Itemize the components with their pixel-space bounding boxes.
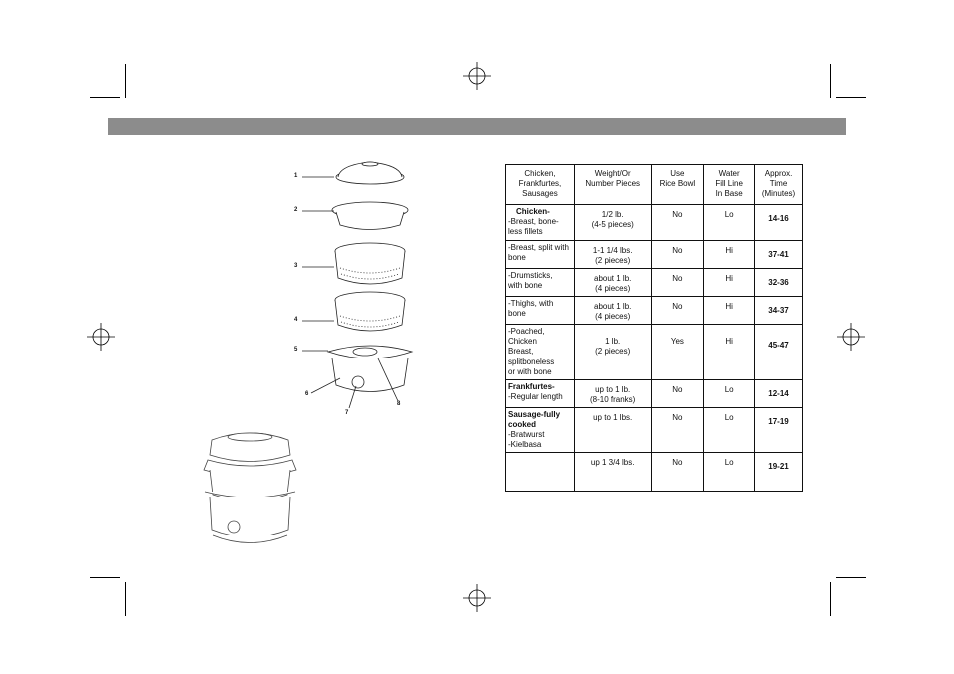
weight-cell: up to 1 lbs.	[574, 408, 651, 453]
callout-2: 2	[294, 207, 298, 213]
water-fill-cell: Hi	[704, 325, 755, 380]
callout-3: 3	[294, 263, 298, 269]
time-cell: 14-16	[755, 205, 803, 241]
time-cell: 32-36	[755, 269, 803, 297]
callout-4: 4	[294, 317, 298, 323]
weight-cell: 1-1 1/4 lbs. (2 pieces)	[574, 241, 651, 269]
food-item: -Breast, bone- less fillets	[508, 217, 559, 236]
table-row	[506, 408, 803, 453]
steam-basket-icon	[335, 292, 405, 331]
callout-7: 7	[345, 410, 349, 416]
weight-cell: about 1 lb. (4 pieces)	[574, 297, 651, 325]
food-item: -Thighs, with bone	[508, 299, 554, 318]
rice-bowl-cell: Yes	[651, 325, 704, 380]
food-cell	[506, 453, 575, 492]
rice-bowl-cell: No	[651, 453, 704, 492]
food-cell	[506, 269, 575, 297]
food-item: -Breast, split with bone	[508, 243, 569, 262]
weight-cell: about 1 lb. (4 pieces)	[574, 269, 651, 297]
steamer-base-icon	[328, 346, 412, 392]
table-row	[506, 297, 803, 325]
food-item: -Regular length	[508, 392, 563, 401]
food-item: -Drumsticks, with bone	[508, 271, 553, 290]
water-fill-cell: Hi	[704, 241, 755, 269]
weight-cell: up to 1 lb. (8-10 franks)	[574, 380, 651, 408]
column-header: Chicken, Frankfurtes, Sausages	[506, 165, 575, 205]
column-header: Approx. Time (Minutes)	[755, 165, 803, 205]
time-cell: 19-21	[755, 453, 803, 492]
column-header: Water Fill Line In Base	[704, 165, 755, 205]
column-header: Use Rice Bowl	[651, 165, 704, 205]
rice-bowl-cell: No	[651, 297, 704, 325]
water-fill-cell: Lo	[704, 380, 755, 408]
callout-6: 6	[305, 391, 309, 397]
assembled-steamer-icon	[204, 433, 296, 543]
time-cell: 17-19	[755, 408, 803, 453]
weight-cell: 1/2 lb. (4-5 pieces)	[574, 205, 651, 241]
rice-bowl-cell: No	[651, 269, 704, 297]
cooking-guide-table	[505, 164, 803, 492]
callout-8: 8	[397, 401, 401, 407]
weight-cell: 1 lb. (2 pieces)	[574, 325, 651, 380]
table-row	[506, 269, 803, 297]
water-fill-cell: Lo	[704, 408, 755, 453]
food-cell	[506, 241, 575, 269]
registration-mark-icon	[463, 584, 491, 612]
water-fill-cell: Hi	[704, 297, 755, 325]
rice-bowl-icon	[332, 202, 408, 230]
water-fill-cell: Lo	[704, 205, 755, 241]
column-header: Weight/Or Number Pieces	[574, 165, 651, 205]
water-fill-cell: Hi	[704, 269, 755, 297]
water-fill-cell: Lo	[704, 453, 755, 492]
food-item: -Bratwurst -Kielbasa	[508, 430, 545, 449]
callout-5: 5	[294, 347, 298, 353]
food-category: Frankfurtes-	[508, 382, 555, 391]
food-cell	[506, 408, 575, 453]
steam-basket-icon	[335, 243, 405, 284]
rice-bowl-cell: No	[651, 205, 704, 241]
food-category: Chicken-	[516, 207, 550, 216]
table-header-row	[506, 165, 803, 205]
registration-mark-icon	[463, 62, 491, 90]
table-row	[506, 380, 803, 408]
table-row	[506, 453, 803, 492]
table-row	[506, 325, 803, 380]
food-cell	[506, 325, 575, 380]
rice-bowl-cell: No	[651, 408, 704, 453]
food-cell	[506, 297, 575, 325]
food-cell	[506, 205, 575, 241]
callout-1: 1	[294, 173, 298, 179]
header-bar	[108, 118, 846, 135]
weight-cell: up 1 3/4 lbs.	[574, 453, 651, 492]
registration-mark-icon	[837, 323, 865, 351]
time-cell: 37-41	[755, 241, 803, 269]
food-cell	[506, 380, 575, 408]
table-row	[506, 205, 803, 241]
table-row	[506, 241, 803, 269]
registration-mark-icon	[87, 323, 115, 351]
time-cell: 34-37	[755, 297, 803, 325]
food-category: Sausage-fully cooked	[508, 410, 561, 429]
steamer-lid-icon	[336, 162, 404, 184]
time-cell: 45-47	[755, 325, 803, 380]
table-body	[506, 205, 803, 492]
food-item: -Poached, Chicken Breast, splitboneless or with bone	[508, 327, 555, 376]
rice-bowl-cell: No	[651, 241, 704, 269]
time-cell: 12-14	[755, 380, 803, 408]
rice-bowl-cell: No	[651, 380, 704, 408]
